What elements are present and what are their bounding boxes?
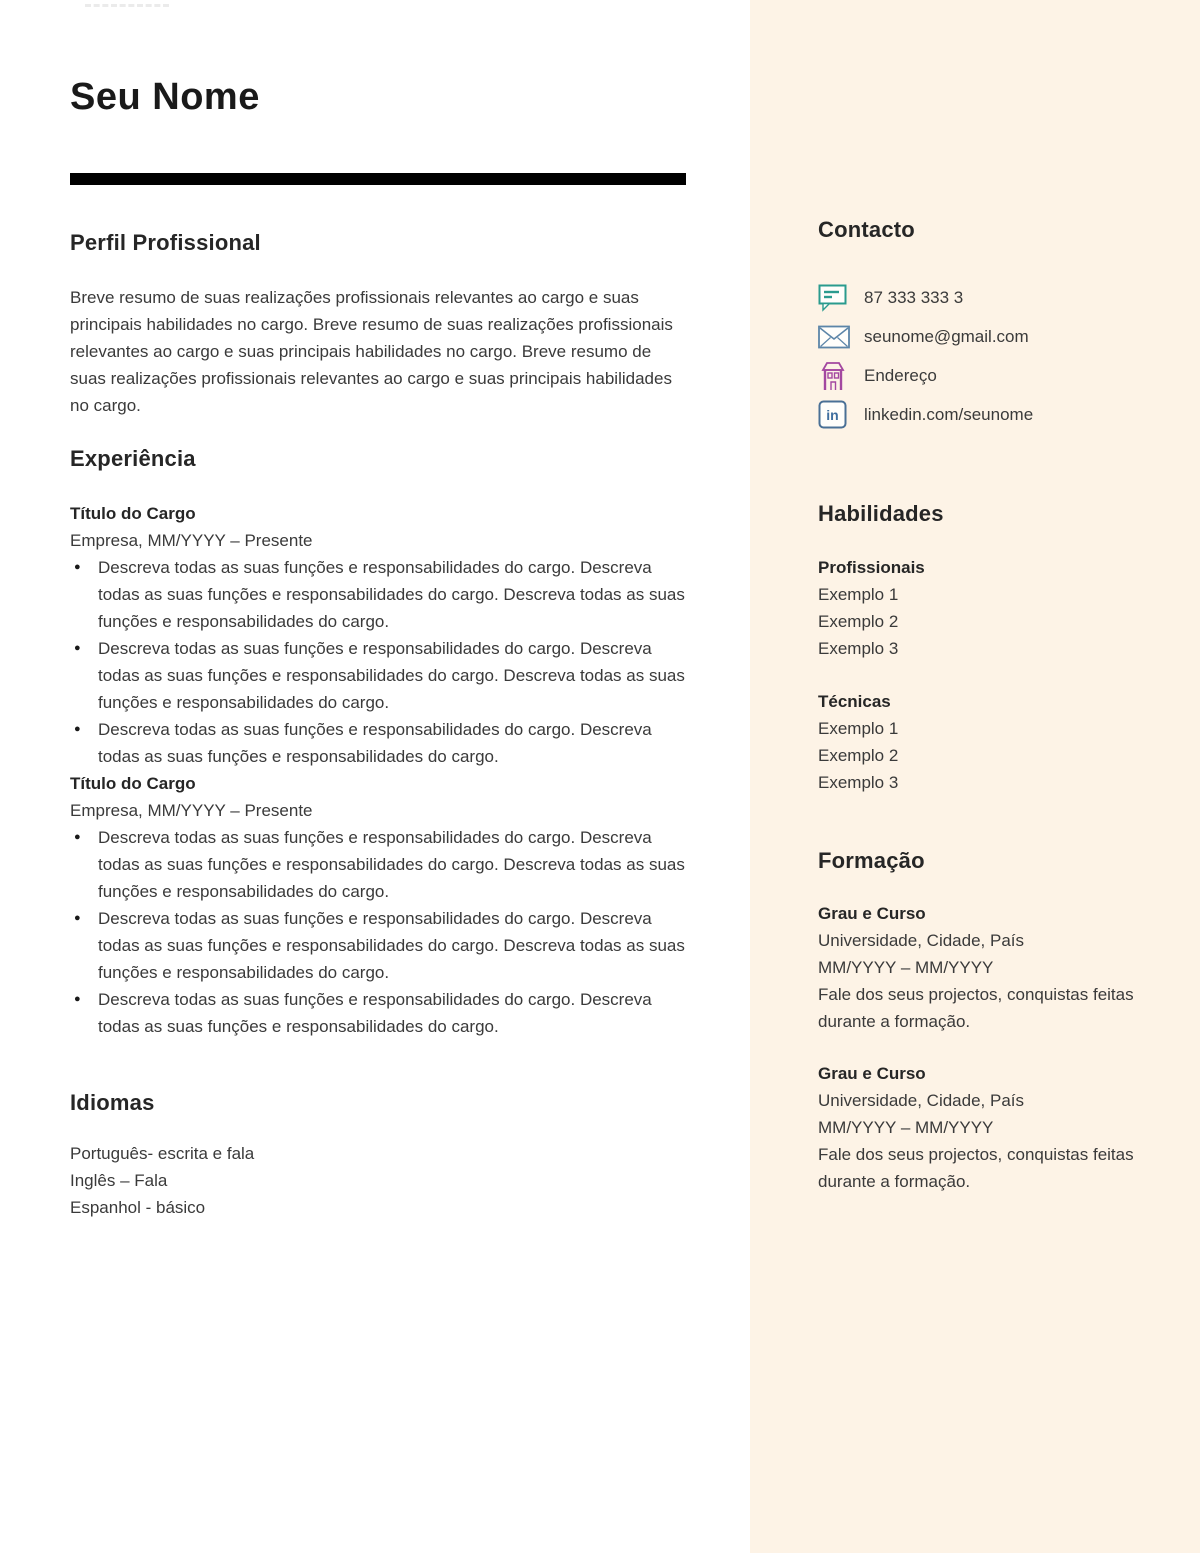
- language-item: Espanhol - básico: [70, 1197, 206, 1217]
- divider-bar: [70, 173, 686, 185]
- education-degree: Grau e Curso: [818, 904, 926, 923]
- profile-summary-text: Breve resumo de suas realizações profissionais relevantes ao cargo e suas principais habilidades no cargo. Breve resumo de suas realizações profissionais relevantes ao cargo e suas principais habilidades no cargo. Breve resumo de suas realizações profissionais relevantes ao cargo e suas principais habilidades no cargo.: [70, 287, 673, 415]
- contact-row-email: [818, 322, 1162, 351]
- contact-row-linkedin: [818, 400, 1162, 429]
- education-degree: Grau e Curso: [818, 1064, 926, 1083]
- skill-item: Exemplo 2: [818, 746, 899, 765]
- section-heading-skills: Habilidades: [818, 501, 944, 526]
- job-bullet: ● Descreva todas as suas funções e responsabilidades do cargo. Descreva todas as suas funções e responsabilidades do cargo.: [70, 986, 686, 1040]
- contact-linkedin-text: linkedin.com/seunome: [864, 404, 1034, 424]
- education-school: Universidade, Cidade, País: [818, 931, 1025, 950]
- language-item: Português- escrita e fala: [70, 1143, 255, 1163]
- language-item: Inglês – Fala: [70, 1170, 168, 1190]
- contact-address-text: Endereço: [864, 365, 937, 385]
- section-heading-experience: Experiência: [70, 445, 196, 471]
- job-bullet-list: [70, 824, 686, 1040]
- job-bullet-list: [70, 554, 686, 770]
- contact-list: [818, 283, 1162, 429]
- skill-item: Exemplo 1: [818, 719, 899, 738]
- section-heading-contact: Contacto: [818, 217, 915, 242]
- skill-item: Exemplo 2: [818, 612, 899, 631]
- contact-phone-text: 87 333 333 3: [864, 287, 964, 307]
- contact-row-phone: [818, 283, 1162, 312]
- education-entry: [818, 1060, 1162, 1195]
- job-company-dates: Empresa, MM/YYYY – Presente: [70, 800, 313, 820]
- section-heading-education: Formação: [818, 848, 925, 873]
- page-title: Seu Nome: [70, 76, 260, 118]
- svg-text:in: in: [826, 407, 839, 423]
- education-dates: MM/YYYY – MM/YYYY: [818, 958, 994, 977]
- education-entry: [818, 900, 1162, 1035]
- education-dates: MM/YYYY – MM/YYYY: [818, 1118, 994, 1137]
- section-heading-profile: Perfil Profissional: [70, 229, 261, 255]
- job-bullet: ● Descreva todas as suas funções e responsabilidades do cargo. Descreva todas as suas funções e responsabilidades do cargo. Descreva todas as suas funções e responsabilidades do cargo.: [70, 824, 686, 905]
- job-bullet: ● Descreva todas as suas funções e responsabilidades do cargo. Descreva todas as suas funções e responsabilidades do cargo.: [70, 716, 686, 770]
- language-list: [70, 1140, 686, 1221]
- skill-group-title: Profissionais: [818, 558, 925, 577]
- email-icon: [818, 325, 852, 349]
- linkedin-icon: [818, 400, 852, 429]
- main-column: [70, 0, 686, 1221]
- skill-item: Exemplo 3: [818, 773, 899, 792]
- skill-item: Exemplo 1: [818, 585, 899, 604]
- job-bullet: ● Descreva todas as suas funções e responsabilidades do cargo. Descreva todas as suas funções e responsabilidades do cargo. Descreva todas as suas funções e responsabilidades do cargo.: [70, 905, 686, 986]
- job-entry: [70, 770, 686, 1040]
- job-company-dates: Empresa, MM/YYYY – Presente: [70, 530, 313, 550]
- sidebar-panel: [750, 0, 1200, 1553]
- skill-item: Exemplo 3: [818, 639, 899, 658]
- education-description: Fale dos seus projectos, conquistas feitas durante a formação.: [818, 985, 1134, 1031]
- job-bullet: ● Descreva todas as suas funções e responsabilidades do cargo. Descreva todas as suas funções e responsabilidades do cargo. Descreva todas as suas funções e responsabilidades do cargo.: [70, 554, 686, 635]
- job-title: Título do Cargo: [70, 773, 196, 793]
- job-entry: [70, 500, 686, 770]
- skill-group: [818, 554, 1162, 662]
- education-description: Fale dos seus projectos, conquistas feitas durante a formação.: [818, 1145, 1134, 1191]
- job-title: Título do Cargo: [70, 503, 196, 523]
- section-heading-languages: Idiomas: [70, 1089, 155, 1115]
- skill-group-title: Técnicas: [818, 692, 891, 711]
- job-bullet: ● Descreva todas as suas funções e responsabilidades do cargo. Descreva todas as suas funções e responsabilidades do cargo. Descreva todas as suas funções e responsabilidades do cargo.: [70, 635, 686, 716]
- contact-email-text: seunome@gmail.com: [864, 326, 1029, 346]
- contact-row-address: [818, 361, 1162, 390]
- address-icon: [818, 360, 852, 392]
- message-phone-icon: [818, 284, 852, 312]
- education-school: Universidade, Cidade, País: [818, 1091, 1025, 1110]
- skill-group: [818, 688, 1162, 796]
